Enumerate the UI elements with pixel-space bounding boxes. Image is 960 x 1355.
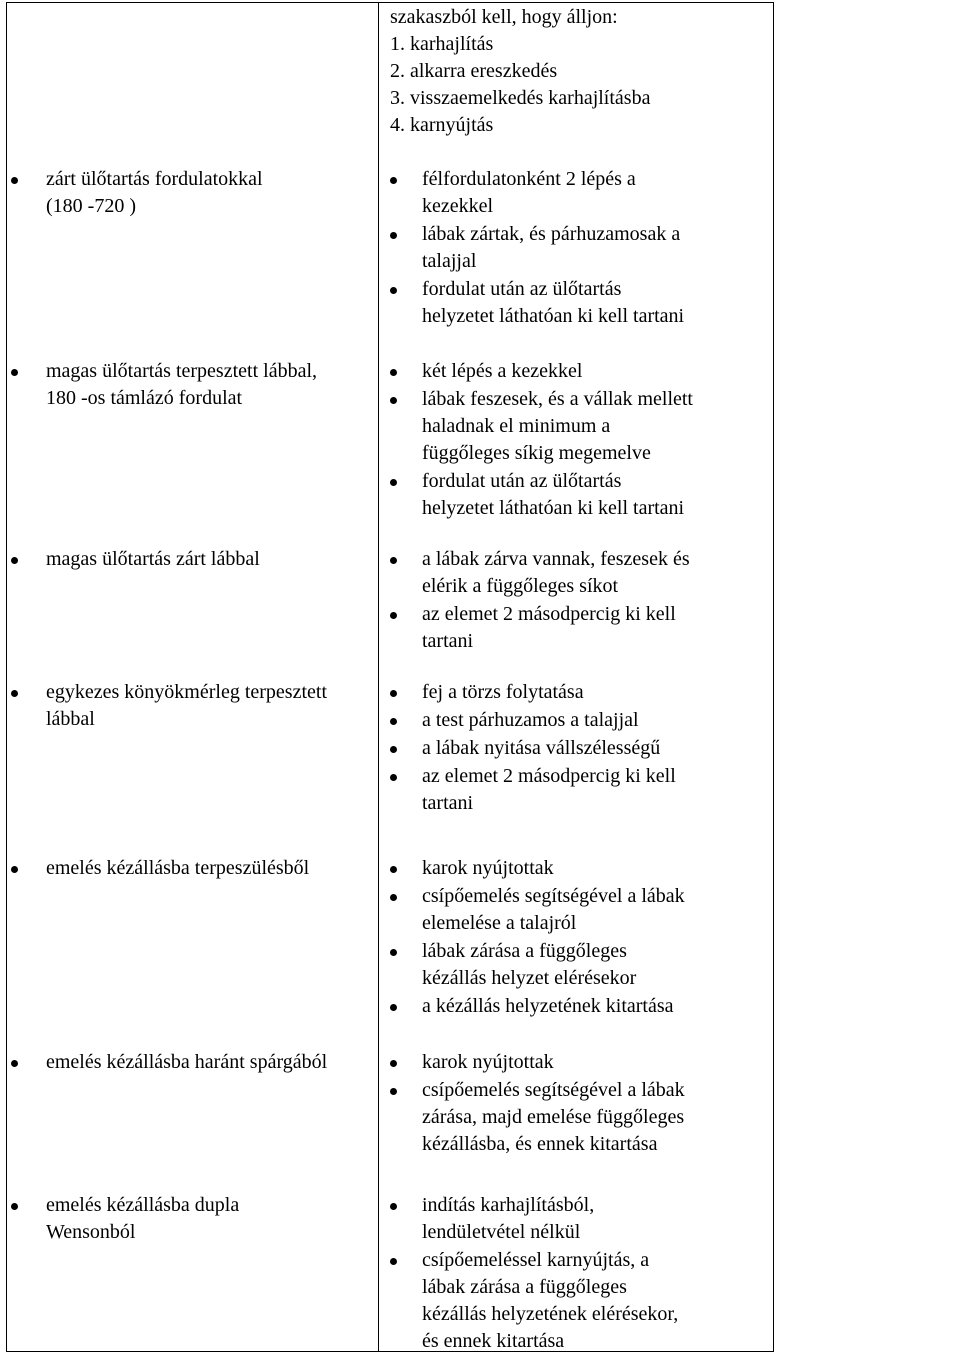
intro-step: 3. visszaemelkedés karhajlításba	[390, 87, 651, 109]
bullet-icon	[390, 1203, 397, 1210]
bullet-icon	[11, 557, 18, 564]
criterion-item	[422, 679, 584, 706]
criterion-line: kézállás helyzet elérésekor	[422, 967, 637, 989]
criterion-item	[422, 221, 680, 275]
criterion-line: karok nyújtottak	[422, 857, 554, 879]
criterion-line: az elemet 2 másodpercig ki kell	[422, 765, 676, 787]
element-name-line: magas ülőtartás zárt lábbal	[46, 548, 260, 570]
criterion-line: és ennek kitartása	[422, 1330, 565, 1352]
element-name	[46, 546, 376, 573]
bullet-icon	[390, 177, 397, 184]
bullet-icon	[390, 612, 397, 619]
criterion-line: a lábak nyitása vállszélességű	[422, 737, 661, 759]
criterion-item	[422, 1077, 685, 1158]
bullet-icon	[390, 557, 397, 564]
criterion-line: karok nyújtottak	[422, 1051, 554, 1073]
element-name-line: emelés kézállásba dupla	[46, 1194, 240, 1216]
criterion-item	[422, 1192, 594, 1246]
criterion-item	[422, 763, 676, 817]
criterion-item	[422, 276, 684, 330]
bullet-icon	[390, 690, 397, 697]
element-name	[46, 1192, 376, 1246]
criterion-item	[422, 601, 676, 655]
element-name-line: egykezes könyökmérleg terpesztett	[46, 681, 327, 703]
criterion-line: a test párhuzamos a talajjal	[422, 709, 639, 731]
bullet-icon	[390, 866, 397, 873]
criterion-line: a lábak zárva vannak, feszesek és	[422, 548, 690, 570]
column-divider	[378, 2, 379, 1352]
criterion-line: csípőemelés segítségével a lábak	[422, 885, 685, 907]
bullet-icon	[390, 1088, 397, 1095]
criterion-line: zárása, majd emelése függőleges	[422, 1106, 685, 1128]
criterion-line: tartani	[422, 630, 474, 652]
intro-step: 2. alkarra ereszkedés	[390, 60, 558, 82]
criterion-line: haladnak el minimum a	[422, 415, 611, 437]
criterion-line: helyzetet láthatóan ki kell tartani	[422, 497, 685, 519]
bullet-icon	[390, 287, 397, 294]
bullet-icon	[390, 1004, 397, 1011]
intro-block	[390, 4, 650, 139]
bullet-icon	[390, 746, 397, 753]
criterion-item	[422, 707, 639, 734]
element-name	[46, 679, 376, 733]
bullet-icon	[390, 1060, 397, 1067]
intro-step: 4. karnyújtás	[390, 114, 494, 136]
criterion-line: lendületvétel nélkül	[422, 1221, 581, 1243]
criterion-item	[422, 1049, 554, 1076]
criterion-item	[422, 855, 554, 882]
criterion-line: talajjal	[422, 250, 477, 272]
element-name	[46, 855, 376, 882]
bullet-icon	[11, 1060, 18, 1067]
element-name-line: emelés kézállásba terpeszülésből	[46, 857, 310, 879]
intro-step: 1. karhajlítás	[390, 33, 494, 55]
bullet-icon	[390, 397, 397, 404]
criterion-line: két lépés a kezekkel	[422, 360, 583, 382]
criterion-line: lábak zárása a függőleges	[422, 940, 627, 962]
criterion-item	[422, 735, 660, 762]
intro-heading: szakaszból kell, hogy álljon:	[390, 6, 618, 28]
criterion-line: az elemet 2 másodpercig ki kell	[422, 603, 676, 625]
criterion-line: csípőemeléssel karnyújtás, a	[422, 1249, 650, 1271]
criterion-line: lábak zárása a függőleges	[422, 1276, 627, 1298]
criterion-line: fej a törzs folytatása	[422, 681, 584, 703]
criterion-line: indítás karhajlításból,	[422, 1194, 595, 1216]
element-name-line: (180 -720 )	[46, 195, 136, 217]
criterion-line: elemelése a talajról	[422, 912, 577, 934]
criterion-line: a kézállás helyzetének kitartása	[422, 995, 674, 1017]
bullet-icon	[11, 690, 18, 697]
criterion-item	[422, 166, 636, 220]
criterion-line: fordulat után az ülőtartás	[422, 470, 622, 492]
criterion-item	[422, 468, 684, 522]
bullet-icon	[390, 369, 397, 376]
criterion-item	[422, 938, 636, 992]
element-name	[46, 166, 376, 220]
criterion-item	[422, 1247, 678, 1355]
criterion-item	[422, 993, 674, 1020]
criterion-line: függőleges síkig megemelve	[422, 442, 651, 464]
criterion-item	[422, 358, 582, 385]
bullet-icon	[11, 177, 18, 184]
bullet-icon	[390, 949, 397, 956]
criterion-line: kezekkel	[422, 195, 494, 217]
bullet-icon	[390, 1258, 397, 1265]
bullet-icon	[11, 866, 18, 873]
element-name-line: magas ülőtartás terpesztett lábbal,	[46, 360, 318, 382]
element-name-line: Wensonból	[46, 1221, 136, 1243]
criterion-line: lábak zártak, és párhuzamosak a	[422, 223, 681, 245]
criterion-line: csípőemelés segítségével a lábak	[422, 1079, 685, 1101]
bullet-icon	[390, 718, 397, 725]
criterion-item	[422, 883, 685, 937]
bullet-icon	[390, 232, 397, 239]
bullet-icon	[11, 1203, 18, 1210]
element-name	[46, 1049, 376, 1076]
criterion-line: fordulat után az ülőtartás	[422, 278, 622, 300]
element-name-line: lábbal	[46, 708, 95, 730]
element-name-line: emelés kézállásba haránt spárgából	[46, 1051, 328, 1073]
element-name-line: zárt ülőtartás fordulatokkal	[46, 168, 263, 190]
criterion-item	[422, 546, 690, 600]
criterion-line: elérik a függőleges síkot	[422, 575, 619, 597]
element-name	[46, 358, 376, 412]
bullet-icon	[390, 894, 397, 901]
bullet-icon	[390, 774, 397, 781]
bullet-icon	[11, 369, 18, 376]
criterion-line: tartani	[422, 792, 474, 814]
bullet-icon	[390, 479, 397, 486]
element-name-line: 180 -os támlázó fordulat	[46, 387, 243, 409]
criterion-line: kézállás helyzetének elérésekor,	[422, 1303, 679, 1325]
criterion-line: helyzetet láthatóan ki kell tartani	[422, 305, 685, 327]
criterion-item	[422, 386, 693, 467]
criterion-line: félfordulatonként 2 lépés a	[422, 168, 636, 190]
criterion-line: kézállásba, és ennek kitartása	[422, 1133, 658, 1155]
criterion-line: lábak feszesek, és a vállak mellett	[422, 388, 693, 410]
